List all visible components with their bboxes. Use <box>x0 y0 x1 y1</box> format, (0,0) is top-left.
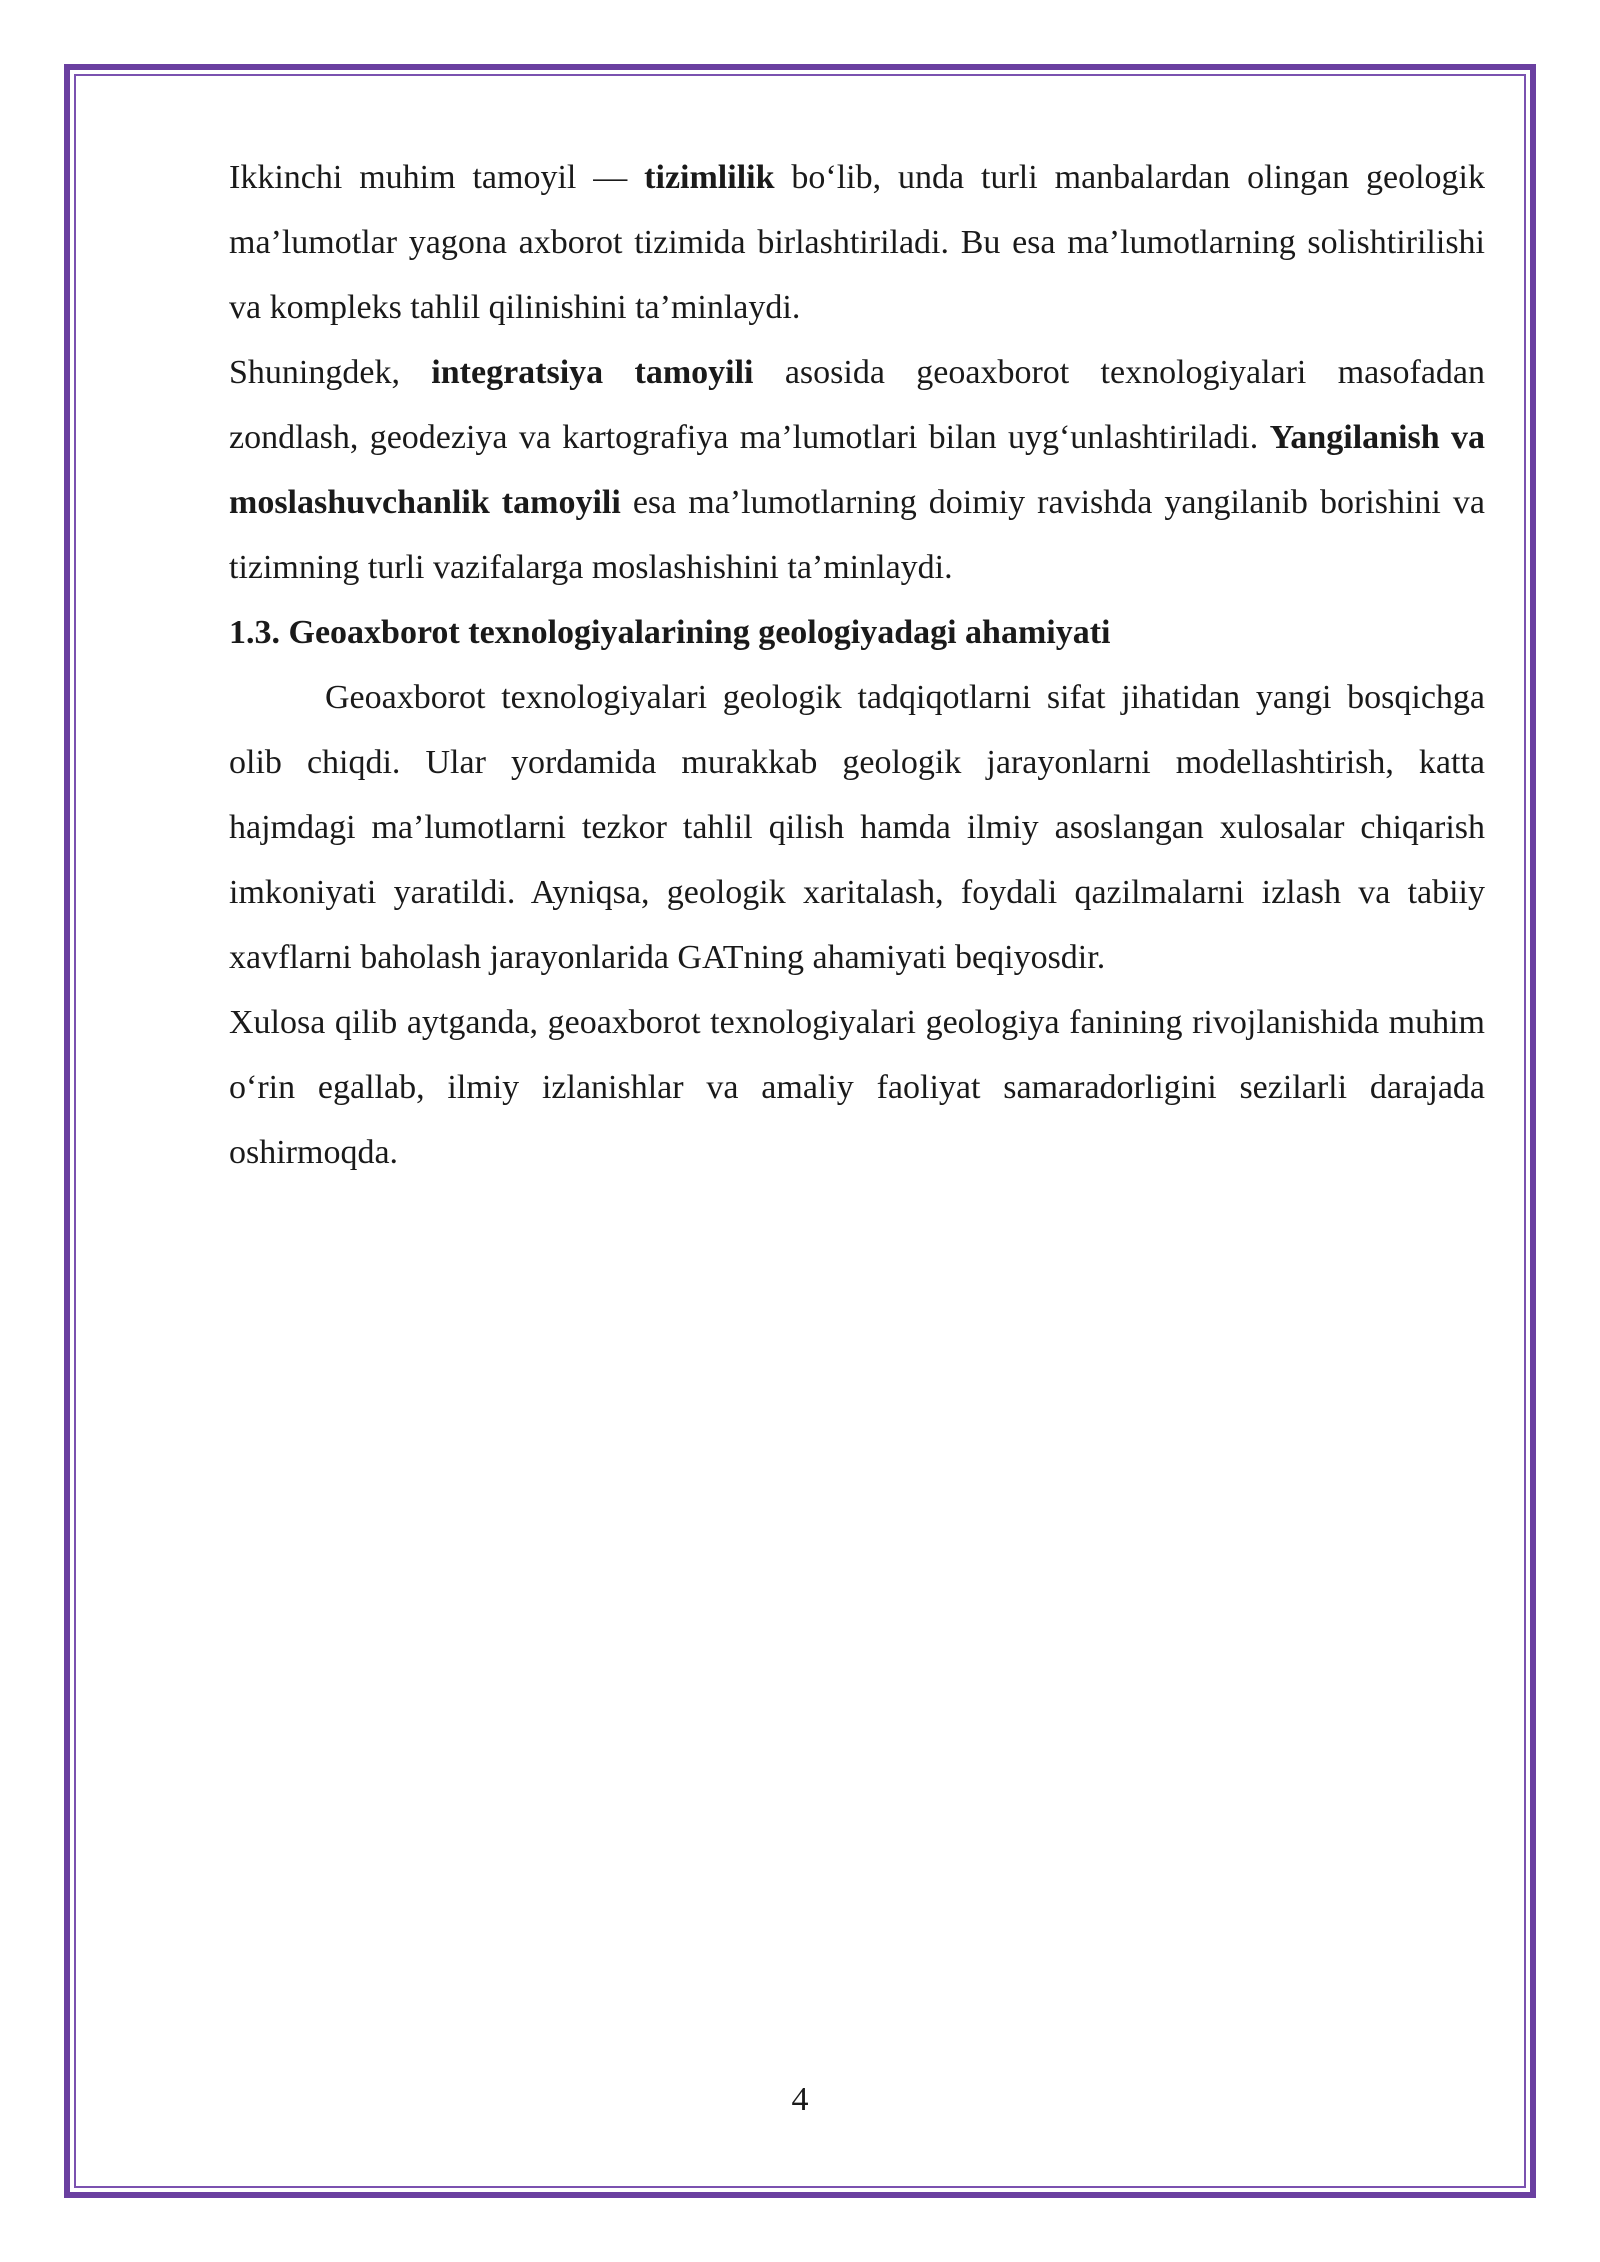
text-run: Shuningdek, <box>229 354 432 391</box>
conclusion-paragraph: Xulosa qilib aytganda, geoaxborot texnologiyalari geologiya fanining rivojlanishida muhim o‘rin egallab, ilmiy izlanishlar va amaliy faoliyat samaradorligini sezilarli darajada oshirmoqda. <box>229 1004 1485 1171</box>
document-body <box>229 145 1485 1185</box>
bold-term-tizimlilik: tizimlilik <box>644 159 775 196</box>
text-run: esa ma’lumotlarning doimiy ravishda yangilanib borishini va tizimning turli vazifalarga moslashishini ta’minlaydi. <box>229 484 1485 586</box>
text-run: bo‘lib, unda turli manbalardan olingan geologik ma’lumotlar yagona axborot tizimida birlashtiriladi. Bu esa ma’lumotlarning solishtirilishi va kompleks tahlil qilinishini ta’minlaydi. <box>229 159 1485 326</box>
bold-term-integratsiya: integratsiya tamoyili <box>431 354 754 391</box>
text-run: asosida geoaxborot texnologiyalari masofadan zondlash, geodeziya va kartografiya ma’lumotlari bilan uyg‘unlashtiriladi. <box>229 354 1485 456</box>
text-run: Ikkinchi muhim tamoyil — <box>229 159 645 196</box>
page-number: 4 <box>791 2081 809 2118</box>
section-heading: 1.3. Geoaxborot texnologiyalarining geologiyadagi ahamiyati <box>229 614 1111 651</box>
paragraph-tizimlilik <box>229 145 1485 340</box>
bold-term-yangilanish: Yangilanish va moslashuvchanlik tamoyili <box>229 419 1485 521</box>
section-paragraph: Geoaxborot texnologiyalari geologik tadqiqotlarni sifat jihatidan yangi bosqichga olib chiqdi. Ular yordamida murakkab geologik jarayonlarni modellashtirish, katta hajmdagi ma’lumotlarni tezkor tahlil qilish hamda ilmiy asoslangan xulosalar chiqarish imkoniyati yaratildi. Ayniqsa, geologik xaritalash, foydali qazilmalarni izlash va tabiiy xavflarni baholash jarayonlarida GATning ahamiyati beqiyosdir. <box>229 679 1485 976</box>
paragraph-integratsiya <box>229 340 1485 600</box>
